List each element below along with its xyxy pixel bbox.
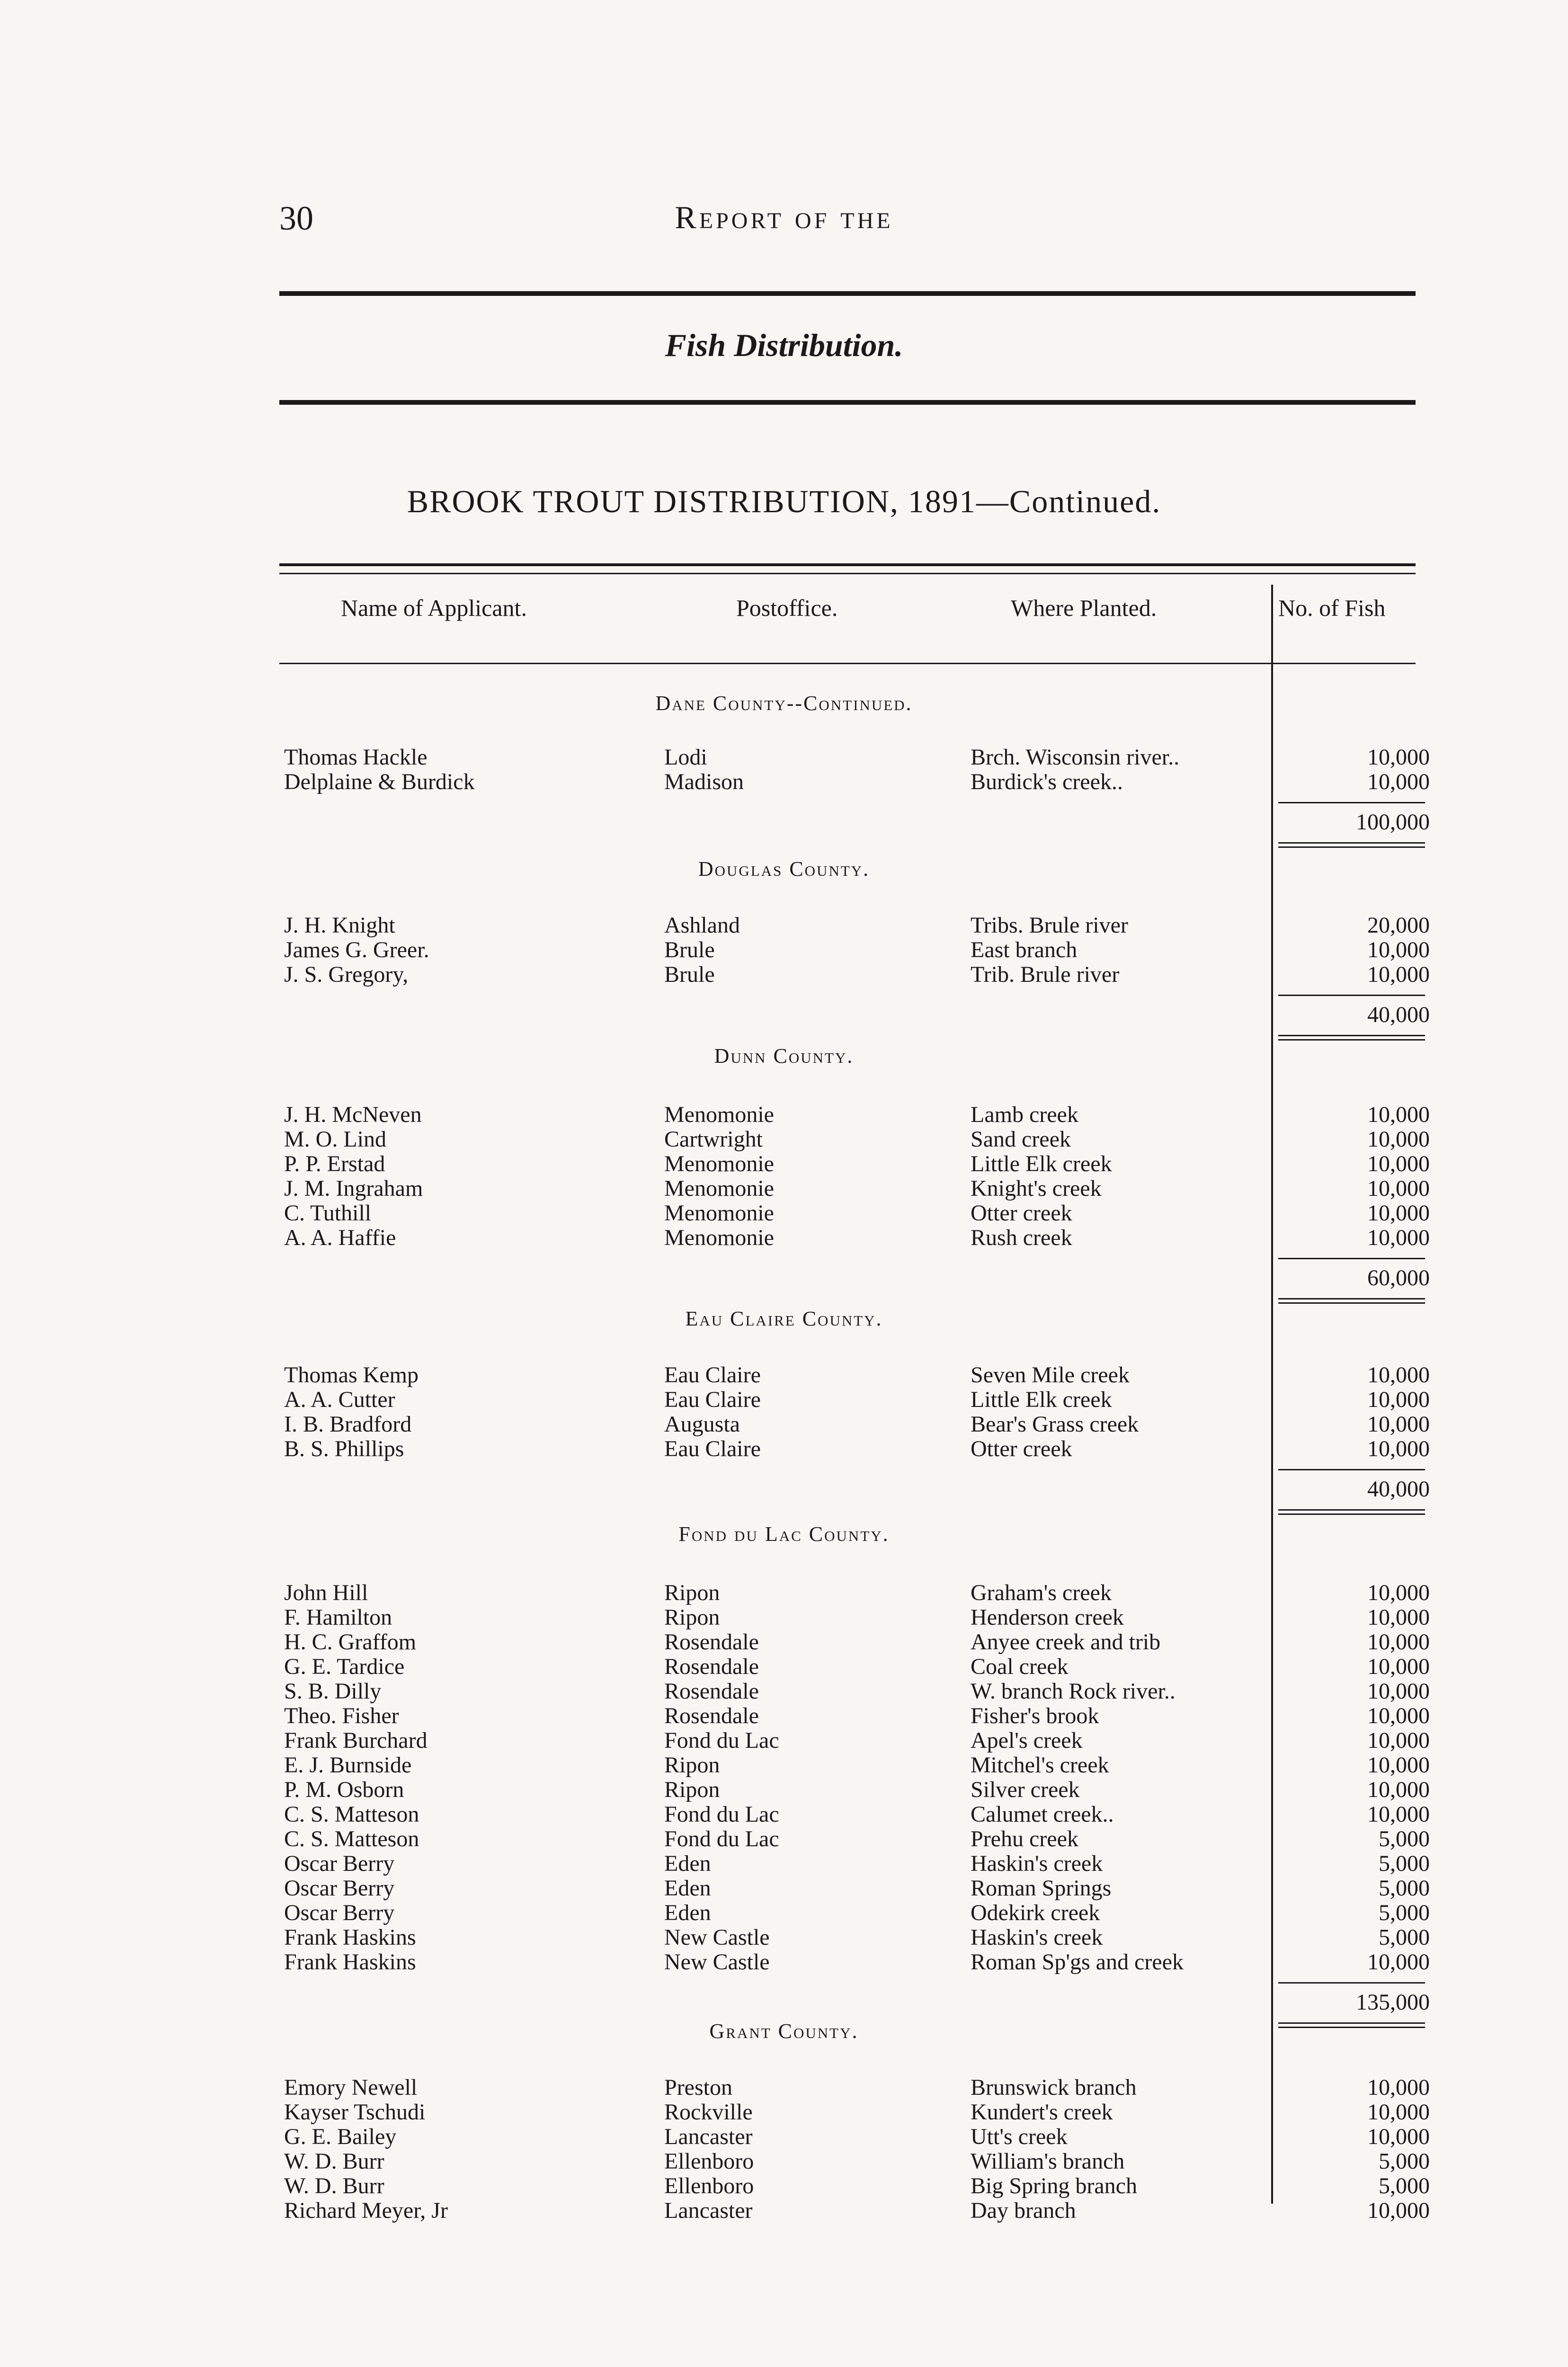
fish-count: 5,000 xyxy=(1379,1851,1430,1876)
where-planted: Otter creek xyxy=(971,1436,1072,1461)
applicant-name: Frank Haskins xyxy=(284,1949,416,1975)
where-planted: Haskin's creek xyxy=(971,1851,1103,1876)
column-header-fish: No. of Fish xyxy=(1278,595,1386,621)
fish-count: 10,000 xyxy=(1367,769,1430,794)
applicant-name: Delplaine & Burdick xyxy=(284,769,475,794)
header-rule xyxy=(279,291,1416,296)
applicant-name: G. E. Tardice xyxy=(284,1654,405,1679)
fish-count: 5,000 xyxy=(1379,2149,1430,2174)
postoffice: Preston xyxy=(664,2075,732,2100)
where-planted: Roman Sp'gs and creek xyxy=(971,1949,1184,1975)
applicant-name: E. J. Burnside xyxy=(284,1753,412,1778)
applicant-name: Thomas Hackle xyxy=(284,745,428,770)
applicant-name: B. S. Phillips xyxy=(284,1436,404,1461)
fish-count: 10,000 xyxy=(1367,962,1430,987)
applicant-name: C. S. Matteson xyxy=(284,1802,419,1827)
fish-count: 5,000 xyxy=(1379,2173,1430,2198)
where-planted: Little Elk creek xyxy=(971,1387,1112,1412)
applicant-name: Oscar Berry xyxy=(284,1851,395,1876)
table-top-rule xyxy=(279,563,1416,566)
where-planted: Odekirk creek xyxy=(971,1900,1100,1925)
where-planted: Kundert's creek xyxy=(971,2100,1113,2125)
postoffice: New Castle xyxy=(664,1925,770,1950)
where-planted: W. branch Rock river.. xyxy=(971,1679,1176,1704)
postoffice: Brule xyxy=(664,937,715,962)
postoffice: Menomonie xyxy=(664,1151,774,1176)
where-planted: Silver creek xyxy=(971,1777,1080,1802)
postoffice: Augusta xyxy=(664,1412,740,1437)
page-number: 30 xyxy=(279,199,313,237)
postoffice: Fond du Lac xyxy=(664,1826,779,1851)
postoffice: Menomonie xyxy=(664,1176,774,1201)
postoffice: Rosendale xyxy=(664,1654,759,1679)
section-rule xyxy=(279,400,1416,405)
total-double-rule xyxy=(1278,1298,1425,1304)
applicant-name: John Hill xyxy=(284,1580,368,1605)
county-total: 40,000 xyxy=(1367,1477,1430,1502)
where-planted: Little Elk creek xyxy=(971,1151,1112,1176)
fish-count: 10,000 xyxy=(1367,1753,1430,1778)
fish-count: 10,000 xyxy=(1367,2124,1430,2149)
postoffice: Cartwright xyxy=(664,1127,763,1152)
fish-count: 10,000 xyxy=(1367,1605,1430,1630)
applicant-name: W. D. Burr xyxy=(284,2149,384,2174)
applicant-name: James G. Greer. xyxy=(284,937,429,962)
column-header-name: Name of Applicant. xyxy=(341,595,527,621)
applicant-name: Frank Haskins xyxy=(284,1925,416,1950)
postoffice: Ripon xyxy=(664,1777,720,1802)
where-planted: Seven Mile creek xyxy=(971,1362,1130,1388)
postoffice: Lancaster xyxy=(664,2198,753,2223)
postoffice: Ashland xyxy=(664,913,740,938)
applicant-name: Kayser Tschudi xyxy=(284,2100,426,2125)
applicant-name: H. C. Graffom xyxy=(284,1629,417,1655)
postoffice: Fond du Lac xyxy=(664,1802,779,1827)
postoffice: Ripon xyxy=(664,1580,720,1605)
where-planted: Haskin's creek xyxy=(971,1925,1103,1950)
where-planted: Utt's creek xyxy=(971,2124,1068,2149)
where-planted: Sand creek xyxy=(971,1127,1071,1152)
column-header-where: Where Planted. xyxy=(1011,595,1157,621)
fish-count: 10,000 xyxy=(1367,2100,1430,2125)
county-heading: Eau Claire County. xyxy=(685,1307,883,1330)
where-planted: Henderson creek xyxy=(971,1605,1124,1630)
total-double-rule xyxy=(1278,1035,1425,1041)
county-total: 60,000 xyxy=(1367,1265,1430,1290)
applicant-name: P. P. Erstad xyxy=(284,1151,385,1176)
applicant-name: Oscar Berry xyxy=(284,1876,395,1901)
where-planted: Otter creek xyxy=(971,1201,1072,1226)
applicant-name: M. O. Lind xyxy=(284,1127,386,1152)
applicant-name: Richard Meyer, Jr xyxy=(284,2198,448,2223)
fish-count: 10,000 xyxy=(1367,1412,1430,1437)
where-planted: Mitchel's creek xyxy=(971,1753,1109,1778)
postoffice: Eau Claire xyxy=(664,1436,761,1461)
county-heading: Douglas County. xyxy=(698,857,870,881)
fish-count: 10,000 xyxy=(1367,1629,1430,1655)
applicant-name: J. M. Ingraham xyxy=(284,1176,423,1201)
where-planted: East branch xyxy=(971,937,1078,962)
postoffice: Eden xyxy=(664,1876,711,1901)
subtotal-rule xyxy=(1278,995,1425,996)
subtotal-rule xyxy=(1278,1469,1425,1470)
postoffice: Ripon xyxy=(664,1753,720,1778)
fish-count: 10,000 xyxy=(1367,1580,1430,1605)
postoffice: Lancaster xyxy=(664,2124,753,2149)
fish-count: 10,000 xyxy=(1367,937,1430,962)
where-planted: Big Spring branch xyxy=(971,2173,1137,2198)
county-heading: Fond du Lac County. xyxy=(678,1522,890,1546)
fish-count: 10,000 xyxy=(1367,1949,1430,1975)
table-top-rule-2 xyxy=(279,573,1416,574)
postoffice: Menomonie xyxy=(664,1225,774,1250)
county-total: 100,000 xyxy=(1356,810,1430,835)
postoffice: Eau Claire xyxy=(664,1387,761,1412)
where-planted: Lamb creek xyxy=(971,1102,1078,1127)
postoffice: Menomonie xyxy=(664,1201,774,1226)
postoffice: Brule xyxy=(664,962,715,987)
postoffice: Eden xyxy=(664,1851,711,1876)
where-planted: Graham's creek xyxy=(971,1580,1112,1605)
postoffice: Lodi xyxy=(664,745,707,770)
applicant-name: I. B. Bradford xyxy=(284,1412,412,1437)
applicant-name: Theo. Fisher xyxy=(284,1703,399,1728)
applicant-name: J. H. Knight xyxy=(284,913,395,938)
fish-count: 10,000 xyxy=(1367,1201,1430,1226)
fish-count: 10,000 xyxy=(1367,1654,1430,1679)
where-planted: Burdick's creek.. xyxy=(971,769,1123,794)
fish-count: 20,000 xyxy=(1367,913,1430,938)
subtotal-rule xyxy=(1278,1982,1425,1984)
total-double-rule xyxy=(1278,842,1425,848)
where-planted: Calumet creek.. xyxy=(971,1802,1114,1827)
applicant-name: Oscar Berry xyxy=(284,1900,395,1925)
fish-count: 5,000 xyxy=(1379,1900,1430,1925)
fish-count: 10,000 xyxy=(1367,1225,1430,1250)
fish-count: 10,000 xyxy=(1367,1728,1430,1753)
where-planted: William's branch xyxy=(971,2149,1125,2174)
total-double-rule xyxy=(1278,1509,1425,1515)
running-head: Report of the xyxy=(675,199,893,235)
fish-count: 10,000 xyxy=(1367,1703,1430,1728)
fish-count: 10,000 xyxy=(1367,1679,1430,1704)
fish-count: 10,000 xyxy=(1367,2198,1430,2223)
county-heading: Dane County--Continued. xyxy=(655,692,913,715)
applicant-name: C. Tuthill xyxy=(284,1201,372,1226)
fish-count: 10,000 xyxy=(1367,1102,1430,1127)
where-planted: Rush creek xyxy=(971,1225,1072,1250)
applicant-name: G. E. Bailey xyxy=(284,2124,397,2149)
where-planted: Brunswick branch xyxy=(971,2075,1137,2100)
fish-count: 10,000 xyxy=(1367,1176,1430,1201)
where-planted: Apel's creek xyxy=(971,1728,1083,1753)
applicant-name: A. A. Haffie xyxy=(284,1225,396,1250)
postoffice: Fond du Lac xyxy=(664,1728,779,1753)
where-planted: Knight's creek xyxy=(971,1176,1102,1201)
applicant-name: J. S. Gregory, xyxy=(284,962,409,987)
postoffice: Ellenboro xyxy=(664,2173,754,2198)
postoffice: Rosendale xyxy=(664,1629,759,1655)
where-planted: Roman Springs xyxy=(971,1876,1112,1901)
where-planted: Bear's Grass creek xyxy=(971,1412,1139,1437)
county-heading: Grant County. xyxy=(709,2020,859,2043)
applicant-name: Frank Burchard xyxy=(284,1728,428,1753)
subtotal-rule xyxy=(1278,1258,1425,1259)
applicant-name: F. Hamilton xyxy=(284,1605,392,1630)
fish-count: 10,000 xyxy=(1367,1802,1430,1827)
where-planted: Day branch xyxy=(971,2198,1076,2223)
where-planted: Prehu creek xyxy=(971,1826,1078,1851)
county-total: 40,000 xyxy=(1367,1002,1430,1027)
where-planted: Trib. Brule river xyxy=(971,962,1120,987)
county-heading: Dunn County. xyxy=(714,1044,854,1068)
postoffice: Rosendale xyxy=(664,1679,759,1704)
fish-count: 10,000 xyxy=(1367,1127,1430,1152)
applicant-name: Thomas Kemp xyxy=(284,1362,419,1388)
column-header-rule xyxy=(279,663,1416,664)
applicant-name: P. M. Osborn xyxy=(284,1777,404,1802)
table-title: BROOK TROUT DISTRIBUTION, 1891—Continued. xyxy=(407,483,1161,519)
fish-count: 10,000 xyxy=(1367,1362,1430,1388)
fish-count: 10,000 xyxy=(1367,1151,1430,1176)
postoffice: Madison xyxy=(664,769,744,794)
postoffice: Ellenboro xyxy=(664,2149,754,2174)
section-title: Fish Distribution. xyxy=(665,327,903,363)
applicant-name: C. S. Matteson xyxy=(284,1826,419,1851)
fish-count: 10,000 xyxy=(1367,1777,1430,1802)
where-planted: Tribs. Brule river xyxy=(971,913,1128,938)
postoffice: Eau Claire xyxy=(664,1362,761,1388)
fish-count: 10,000 xyxy=(1367,1436,1430,1461)
subtotal-rule xyxy=(1278,802,1425,803)
applicant-name: A. A. Cutter xyxy=(284,1387,395,1412)
postoffice: Menomonie xyxy=(664,1102,774,1127)
fish-count: 10,000 xyxy=(1367,745,1430,770)
fish-count: 5,000 xyxy=(1379,1876,1430,1901)
fish-count: 10,000 xyxy=(1367,2075,1430,2100)
fish-count: 5,000 xyxy=(1379,1925,1430,1950)
where-planted: Coal creek xyxy=(971,1654,1069,1679)
postoffice: Rockville xyxy=(664,2100,753,2125)
postoffice: Ripon xyxy=(664,1605,720,1630)
applicant-name: W. D. Burr xyxy=(284,2173,384,2198)
postoffice: New Castle xyxy=(664,1949,770,1975)
column-header-postoffice: Postoffice. xyxy=(736,595,838,621)
applicant-name: Emory Newell xyxy=(284,2075,418,2100)
postoffice: Eden xyxy=(664,1900,711,1925)
applicant-name: J. H. McNeven xyxy=(284,1102,422,1127)
fish-column-divider xyxy=(1271,585,1273,2204)
where-planted: Anyee creek and trib xyxy=(971,1629,1161,1655)
fish-count: 10,000 xyxy=(1367,1387,1430,1412)
applicant-name: S. B. Dilly xyxy=(284,1679,382,1704)
where-planted: Fisher's brook xyxy=(971,1703,1099,1728)
fish-count: 5,000 xyxy=(1379,1826,1430,1851)
postoffice: Rosendale xyxy=(664,1703,759,1728)
county-total: 135,000 xyxy=(1356,1990,1430,2015)
where-planted: Brch. Wisconsin river.. xyxy=(971,745,1180,770)
